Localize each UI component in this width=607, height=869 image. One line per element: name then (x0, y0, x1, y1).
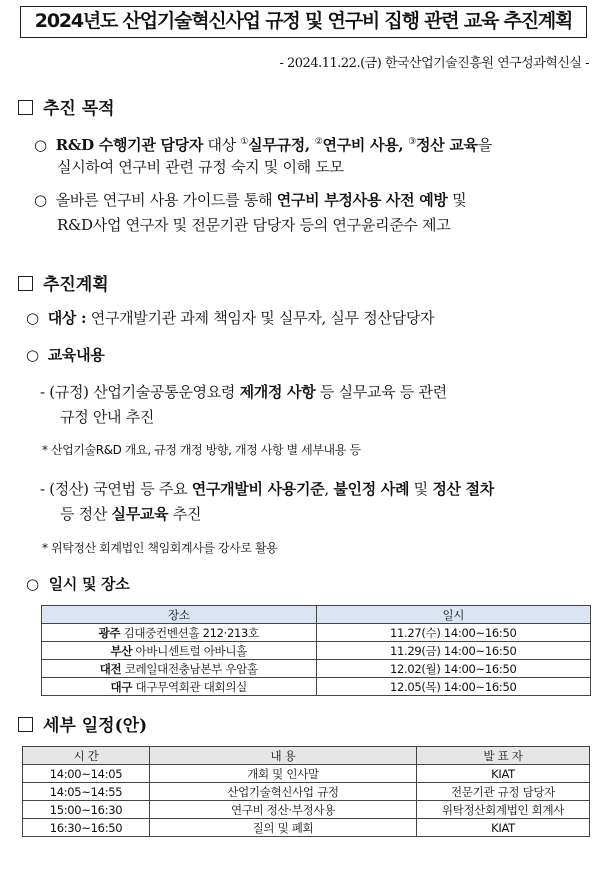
subtitle: - 2024.11.22.(금) 한국산업기술진흥원 연구성과혁신실 - (279, 56, 589, 71)
section-purpose-title: 추진 목적 (43, 99, 115, 119)
place: 김대중컨벤션홀 212·213호 (123, 625, 259, 640)
table-header-row (42, 606, 591, 624)
text: 등 정산 (60, 505, 112, 523)
date-cell: 12.02(월) 14:00~16:50 (316, 660, 591, 678)
place: 아바니센트럴 아바니홀 (135, 643, 247, 658)
venue-cell (42, 642, 317, 660)
page-title: 2024년도 산업기술혁신사업 규정 및 연구비 집행 관련 교육 추진계획 (20, 6, 587, 38)
target-text: 연구개발기관 과제 책임자 및 실무자, 실무 정산담당자 (86, 309, 435, 327)
table-row (23, 783, 590, 801)
venue-label: 일시 및 장소 (48, 575, 130, 593)
column-header: 시 간 (23, 747, 150, 765)
column-header: 장소 (42, 606, 317, 624)
text-bold: 연구개발비 사용기준 (191, 480, 325, 498)
purpose-item-2-line2: R&D사업 연구자 및 전문기관 담당자 등의 연구윤리준수 제고 (57, 216, 451, 234)
city: 부산 (110, 643, 133, 658)
text: 추진 (168, 505, 202, 523)
section-schedule (18, 711, 147, 736)
text: 및 (447, 191, 467, 209)
plan-venue (26, 572, 129, 597)
section-schedule-title: 세부 일정(안) (43, 716, 148, 736)
place: 대구무역회관 대회의실 (135, 679, 247, 694)
circle-bullet-icon: ○ (26, 309, 48, 327)
section-purpose (18, 94, 115, 119)
table-row (42, 660, 591, 678)
checkbox-square-icon (18, 276, 33, 291)
circle-bullet-icon: ○ (34, 136, 56, 154)
plan-rule-note: * 산업기술R&D 개요, 규정 개정 방향, 개정 사항 별 세부내용 등 (42, 443, 361, 457)
venue-table (41, 605, 591, 696)
table-row (23, 819, 590, 837)
date-cell: 12.05(목) 14:00~16:50 (316, 678, 591, 696)
content-label: 교육내용 (47, 346, 105, 364)
text-bold: 연구비 부정사용 사전 예방 (276, 191, 448, 209)
content-cell: 연구비 정산·부정사용 (150, 801, 417, 819)
plan-target (26, 306, 434, 331)
text: , (324, 480, 334, 498)
text-bold: 정산 절차 (432, 480, 495, 498)
text-bold: 실무교육 (111, 505, 169, 523)
city: 광주 (98, 625, 121, 640)
purpose-item-1-line2: 실시하여 연구비 관련 규정 숙지 및 이해 도모 (57, 158, 344, 176)
plan-rule-line2: 규정 안내 추진 (60, 408, 155, 426)
purpose-item-2 (34, 188, 594, 213)
venue-cell (42, 678, 317, 696)
speaker-cell: KIAT (417, 765, 590, 783)
speaker-cell: KIAT (417, 819, 590, 837)
table-header-row (23, 747, 590, 765)
schedule-table (22, 746, 590, 837)
column-header: 내 용 (150, 747, 417, 765)
plan-settle-line2 (60, 502, 201, 527)
date-cell: 11.29(금) 14:00~16:50 (316, 642, 591, 660)
plan-rule (40, 380, 595, 405)
text: 및 (409, 480, 433, 498)
section-plan (18, 270, 109, 295)
table-row (23, 801, 590, 819)
content-cell: 질의 및 폐회 (150, 819, 417, 837)
time-cell: 14:00~14:05 (23, 765, 150, 783)
column-header: 일시 (316, 606, 591, 624)
city: 대구 (110, 679, 133, 694)
plan-settle-note: * 위탁정산 회계법인 책임회계사를 강사로 활용 (42, 541, 278, 555)
table-row (42, 624, 591, 642)
circle-bullet-icon: ○ (26, 346, 48, 364)
speaker-cell: 전문기관 규정 담당자 (417, 783, 590, 801)
content-cell: 개회 및 인사말 (150, 765, 417, 783)
city: 대전 (99, 661, 122, 676)
venue-cell (42, 660, 317, 678)
plan-content (26, 343, 105, 368)
column-header: 발 표 자 (417, 747, 590, 765)
circle-bullet-icon: ○ (26, 575, 49, 593)
text: 등 실무교육 등 관련 (315, 383, 447, 401)
purpose-item-1 (34, 130, 594, 158)
text-bold: 실무규정, (248, 136, 315, 154)
speaker-cell: 위탁정산회계법인 회계사 (417, 801, 590, 819)
checkbox-square-icon (18, 100, 33, 115)
table-row (42, 678, 591, 696)
text-bold: R&D 수행기관 담당자 (55, 136, 204, 154)
circle-bullet-icon: ○ (34, 191, 56, 209)
checkbox-square-icon (18, 717, 33, 732)
text: - (정산) 국연법 등 주요 (40, 480, 192, 498)
time-cell: 16:30~16:50 (23, 819, 150, 837)
time-cell: 14:05~14:55 (23, 783, 150, 801)
venue-cell (42, 624, 317, 642)
content-cell: 산업기술혁신사업 규정 (150, 783, 417, 801)
table-row (23, 765, 590, 783)
circled-number: ③ (408, 137, 417, 147)
table-row (42, 642, 591, 660)
date-cell: 11.27(수) 14:00~16:50 (316, 624, 591, 642)
plan-settle (40, 477, 600, 502)
text: 을 (477, 136, 492, 154)
text-bold: 제개정 사항 (239, 383, 316, 401)
circled-number: ② (314, 137, 323, 147)
place: 코레일대전충남본부 우암홀 (124, 661, 258, 676)
text-bold: 연구비 사용, (322, 136, 409, 154)
section-plan-title: 추진계획 (43, 275, 109, 295)
text: 올바른 연구비 사용 가이드를 통해 (55, 191, 277, 209)
text-bold: 불인정 사례 (333, 480, 410, 498)
text: 대상 (203, 136, 241, 154)
text-bold: 정산 교육 (416, 136, 478, 154)
time-cell: 15:00~16:30 (23, 801, 150, 819)
text: - (규정) 산업기술공통운영요령 (40, 383, 240, 401)
target-label: 대상 : (47, 309, 87, 327)
circled-number: ① (240, 137, 249, 147)
